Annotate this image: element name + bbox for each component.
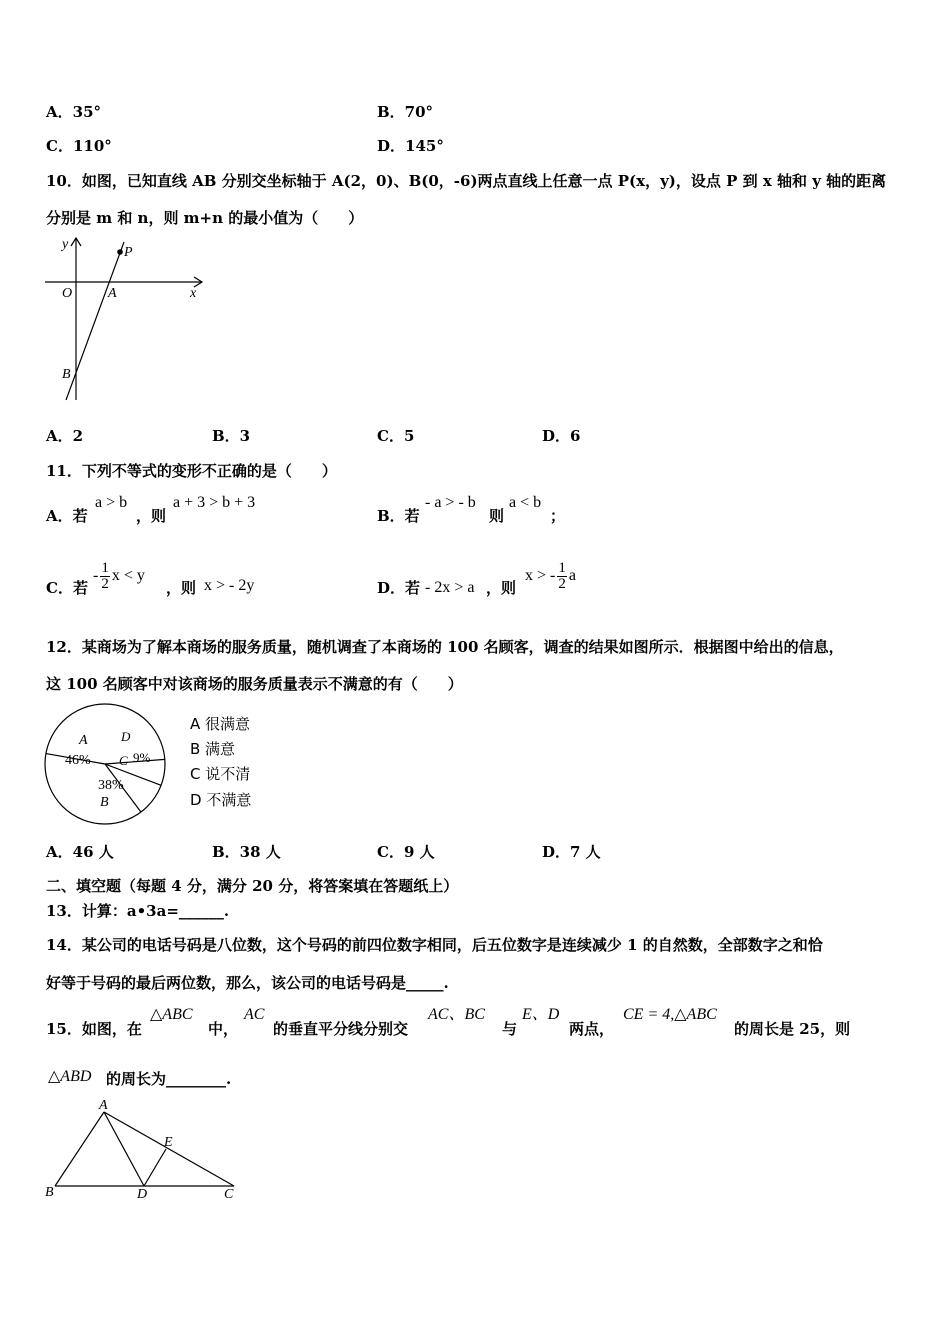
c-fraction	[100, 561, 110, 592]
q13-text: 13．计算：a•3a=______.	[46, 902, 230, 920]
legend-d: D 不满意	[190, 791, 252, 809]
segment-de	[144, 1149, 166, 1186]
q12-option-d: D．7 人	[542, 843, 601, 861]
q11-option-d-then: ，则	[486, 579, 517, 597]
q15-part1: 15．如图，在	[46, 1020, 142, 1038]
q15-part3: 的垂直平分线分别交	[273, 1020, 409, 1038]
q9-option-a: A．35°	[46, 103, 102, 121]
q11-option-a-label: A．若	[46, 507, 88, 525]
q11-option-b-end: ；	[550, 507, 566, 525]
q12-stem-line1: 12．某商场为了解本商场的服务质量，随机调查了本商场的 100 名顾客，调查的结果如图所示．根据图中给出的信息，	[46, 638, 844, 656]
slice-b-letter: B	[100, 795, 109, 810]
q15-math-ac-bc: AC、BC	[428, 1006, 485, 1023]
vertex-a-label: A	[99, 1098, 108, 1113]
q15-math-ac: AC	[244, 1006, 265, 1023]
q11-option-c-condition	[93, 553, 145, 599]
q10-coordinate-figure	[40, 232, 210, 404]
q15-math-triangle-abd: △ABD	[48, 1068, 92, 1085]
q9-option-d: D．145°	[377, 137, 444, 155]
q10-option-b: B．3	[212, 427, 251, 445]
q15-math-triangle-abc: △ABC	[150, 1006, 193, 1023]
slice-d-letter: D	[121, 729, 131, 744]
point-p	[117, 249, 123, 255]
q12-stem-line2: 这 100 名顾客中对该商场的服务质量表示不满意的有（ ）	[46, 675, 463, 693]
q11-option-a-result: a + 3 > b + 3	[173, 494, 256, 511]
c-minus: -	[93, 567, 99, 584]
q11-option-c-label: C．若	[46, 579, 88, 597]
y-axis-label: y	[62, 237, 69, 252]
q10-option-d: D．6	[542, 427, 581, 445]
q11-option-b-result: a < b	[509, 494, 542, 511]
c-rest: x < y	[111, 567, 145, 584]
d-post: a	[568, 567, 576, 584]
q12-option-b: B．38 人	[212, 843, 281, 861]
q9-option-b: B．70°	[377, 103, 434, 121]
q10-option-c: C．5	[377, 427, 415, 445]
segment-ab	[55, 1112, 104, 1186]
q11-option-a-condition: a > b	[95, 494, 128, 511]
point-e-label: E	[164, 1135, 173, 1150]
q11-option-d-result	[525, 553, 576, 599]
q14-line1: 14．某公司的电话号码是八位数，这个号码的前四位数字相同，后五位数字是连续减少 1 的自然数，全部数字之和恰	[46, 936, 823, 954]
q11-option-b-label: B．若	[377, 507, 420, 525]
q10-stem-line2: 分别是 m 和 n，则 m+n 的最小值为（ ）	[46, 209, 364, 227]
point-a-label: A	[108, 286, 117, 301]
legend-b: B 满意	[190, 740, 236, 758]
d-pre: x > -	[525, 567, 556, 584]
origin-label: O	[62, 286, 73, 301]
q10-stem-line1: 10．如图，已知直线 AB 分别交坐标轴于 A(2，0)、B(0，-6)两点直线上任意一点 P(x，y)，设点 P 到 x 轴和 y 轴的距离	[46, 172, 887, 190]
q11-option-b-then: 则	[489, 507, 505, 525]
d-frac-num: 1	[558, 559, 566, 576]
q12-option-c: C．9 人	[377, 843, 435, 861]
q14-line2: 好等于号码的最后两位数，那么，该公司的电话号码是_____.	[46, 974, 449, 992]
q11-stem: 11．下列不等式的变形不正确的是（ ）	[46, 462, 337, 480]
line-ab	[66, 242, 124, 400]
slice-a-percent: 46%	[65, 753, 91, 768]
q15-part4: 与	[502, 1020, 518, 1038]
q10-option-a: A．2	[46, 427, 84, 445]
q12-pie-chart	[40, 700, 175, 830]
section2-title: 二、填空题（每题 4 分，满分 20 分，将答案填在答题纸上）	[46, 877, 459, 895]
legend-a: A 很满意	[190, 715, 251, 733]
q11-option-d-label: D．若	[377, 579, 421, 597]
q11-option-a-then: ，则	[136, 507, 167, 525]
q15-math-ce: CE = 4,△ABC	[623, 1006, 717, 1023]
q15-part6: 的周长是 25，则	[734, 1020, 851, 1038]
c-frac-num: 1	[101, 559, 109, 576]
slice-c-letter: C	[119, 753, 128, 768]
q15-triangle-figure	[40, 1094, 250, 1204]
q15-math-e-d: E、D	[522, 1006, 560, 1023]
x-axis-label: x	[190, 286, 197, 301]
q12-option-a: A．46 人	[46, 843, 114, 861]
c-frac-den: 2	[101, 575, 109, 592]
q15-part7: 的周长为________.	[106, 1070, 232, 1088]
q9-option-c: C．110°	[46, 137, 112, 155]
q11-option-c-then: ，则	[166, 579, 197, 597]
d-frac-den: 2	[558, 575, 566, 592]
d-fraction	[557, 561, 567, 592]
q15-part2: 中，	[208, 1020, 239, 1038]
vertex-c-label: C	[224, 1187, 234, 1202]
q11-option-c-result: x > - 2y	[204, 577, 255, 594]
slice-a-letter: A	[79, 733, 88, 748]
point-p-label: P	[124, 245, 133, 260]
point-b-label: B	[62, 367, 71, 382]
q11-option-b-condition: - a > - b	[425, 494, 476, 511]
q15-part5: 两点，	[569, 1020, 615, 1038]
slice-c-percent: 9%	[133, 750, 151, 765]
slice-b-percent: 38%	[98, 778, 124, 793]
point-d-label: D	[137, 1187, 148, 1202]
legend-c: C 说不清	[190, 765, 251, 783]
q11-option-d-condition: - 2x > a	[425, 579, 475, 596]
vertex-b-label: B	[45, 1185, 54, 1200]
